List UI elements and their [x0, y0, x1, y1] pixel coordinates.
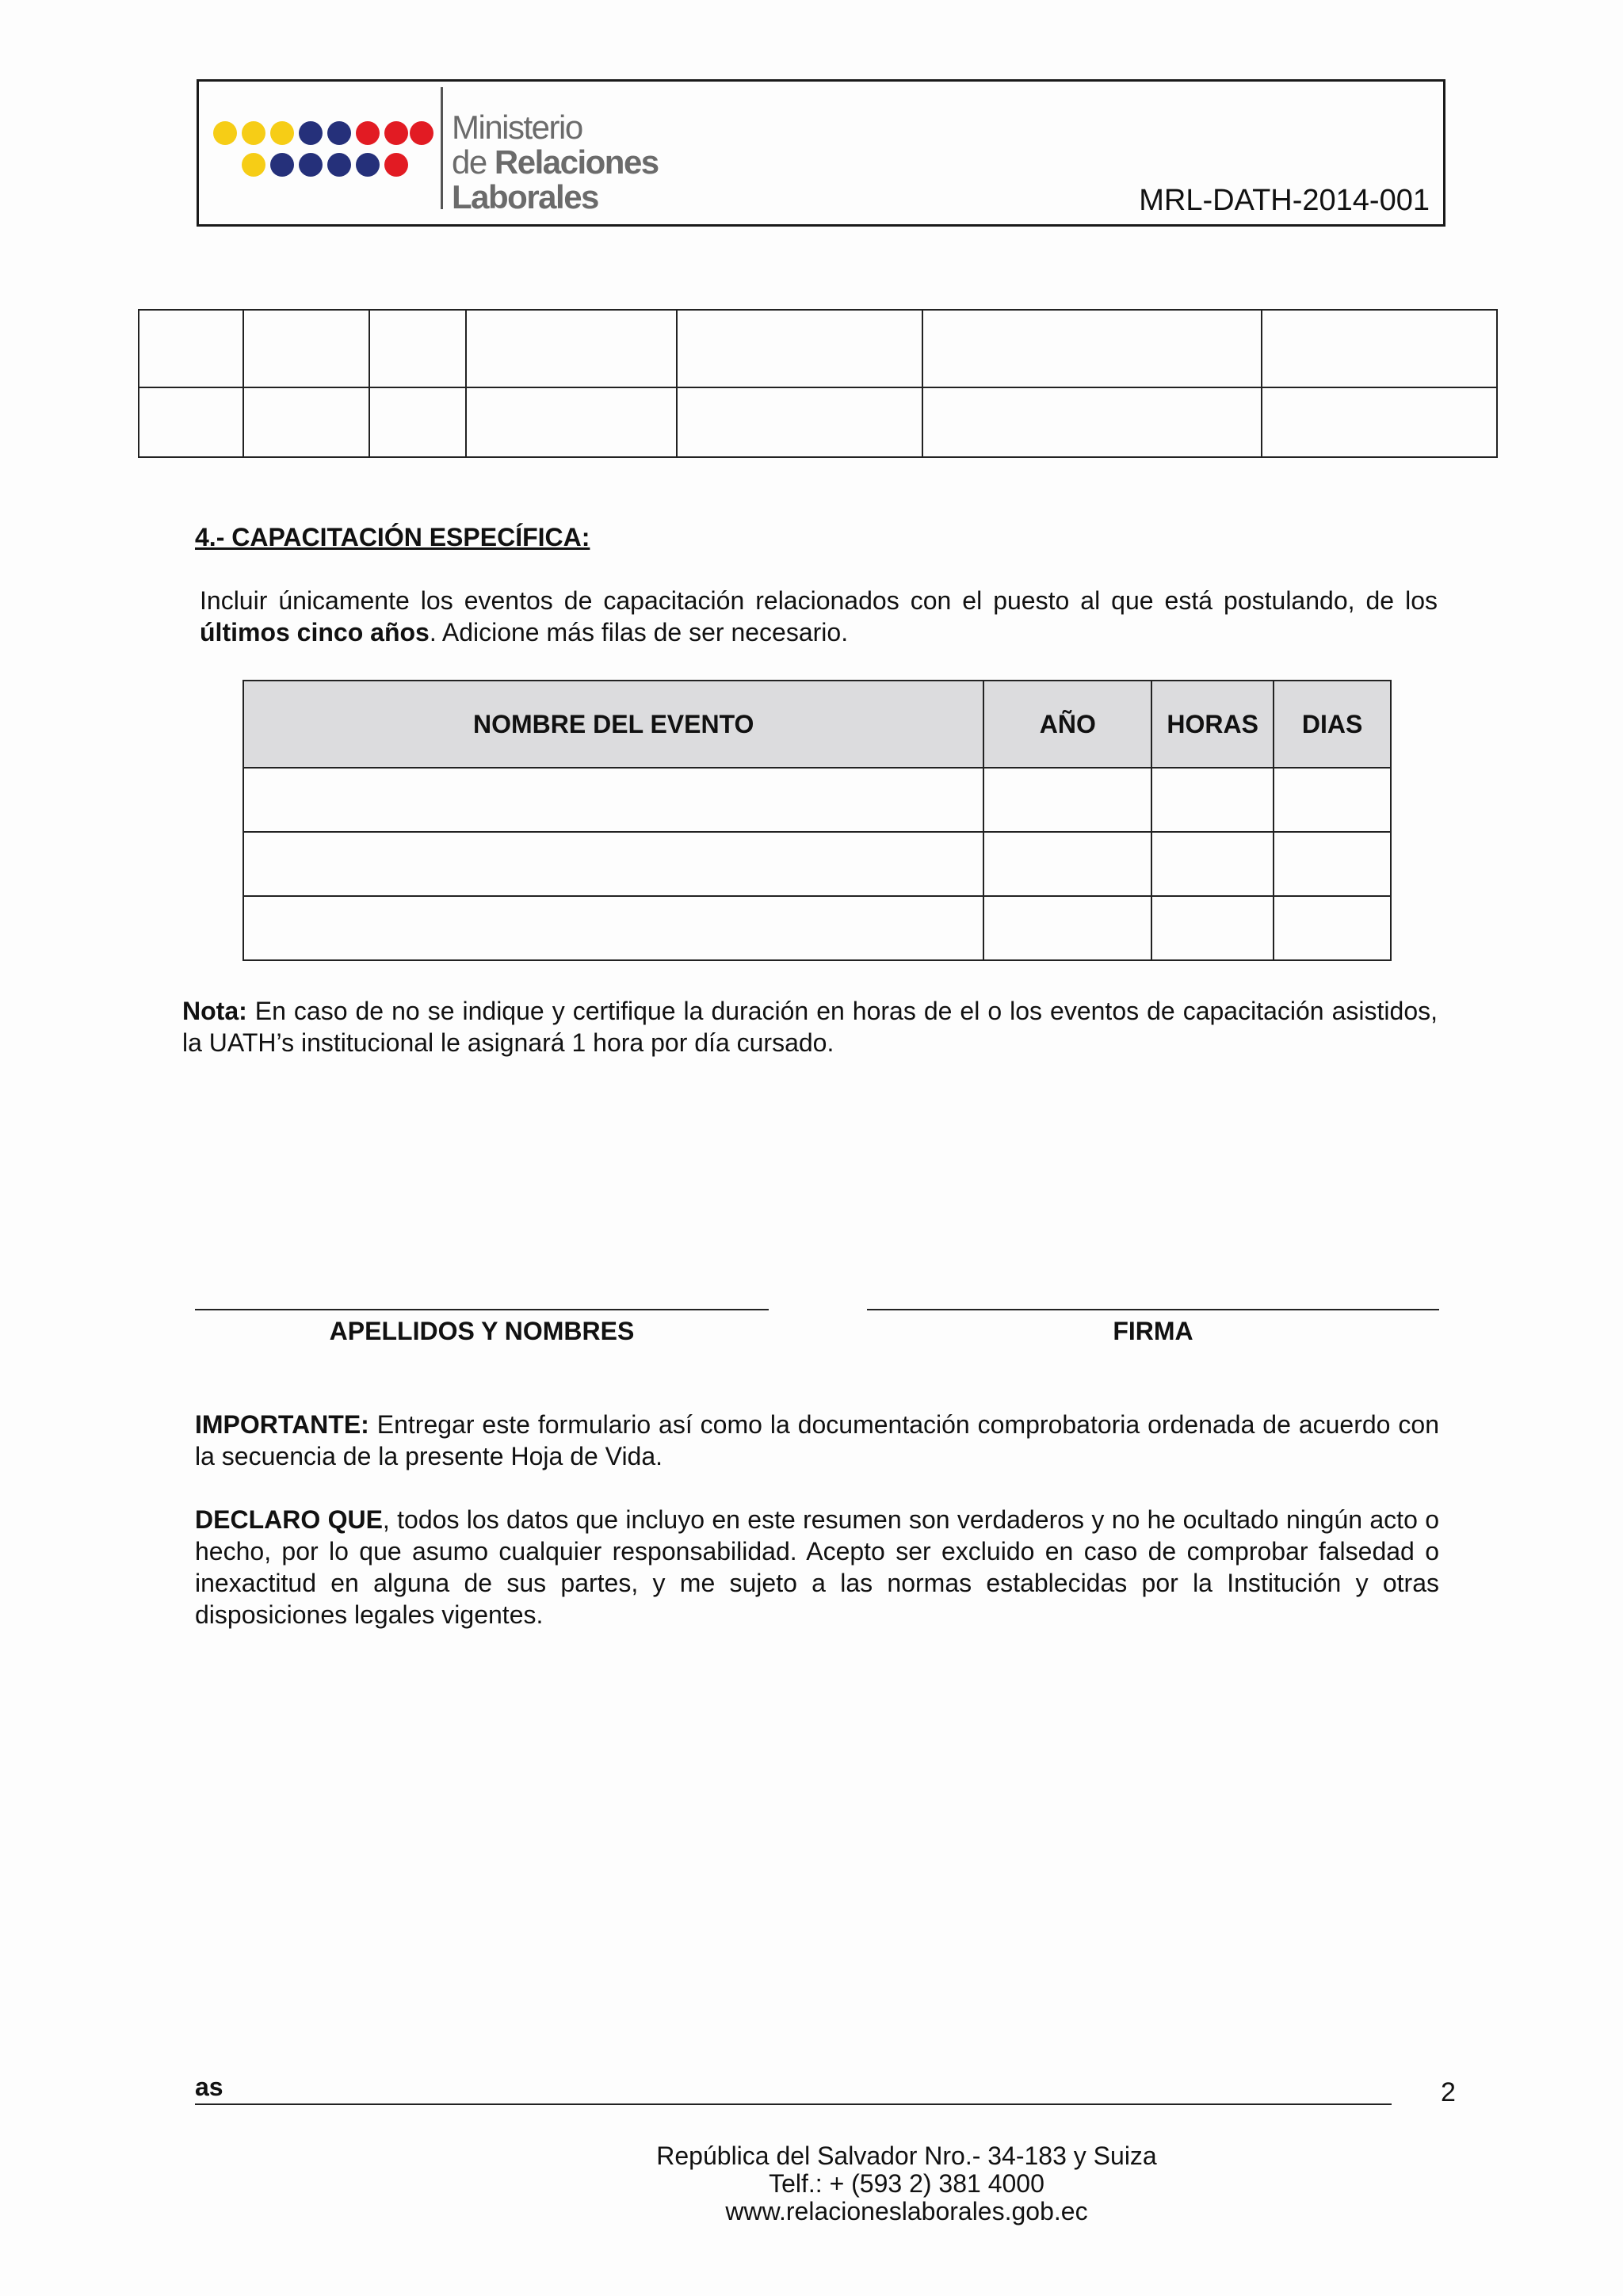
section-title: 4.- CAPACITACIÓN ESPECÍFICA:: [195, 523, 590, 551]
declaration-text: , todos los datos que incluyo en este resumen son verdaderos y no he ocultado ningún acto o hecho, por lo que asumo cualquier responsabilidad. Acepto ser excluido en caso de comprobar falsedad o inexactitud en alguna de sus partes, y me sujeto a las normas establecidas por la Institución y otras disposiciones legales vigentes.: [195, 1505, 1440, 1629]
header-hours: HORAS: [1151, 681, 1274, 768]
signature-label: FIRMA: [1113, 1317, 1193, 1345]
section-instructions: [200, 585, 1438, 648]
footer-phone: Telf.: + (593 2) 381 4000: [769, 2169, 1044, 2198]
table-cell[interactable]: [466, 387, 678, 457]
note-label: Nota:: [182, 997, 247, 1025]
table-cell[interactable]: [139, 310, 243, 387]
year-cell[interactable]: [983, 768, 1151, 832]
important-label: IMPORTANTE:: [195, 1410, 369, 1439]
logo-text-line3: Laborales: [452, 178, 598, 215]
header-year: AÑO: [983, 681, 1151, 768]
table-header-row: [243, 681, 1391, 768]
table-cell[interactable]: [369, 387, 466, 457]
table-cell[interactable]: [1262, 387, 1497, 457]
table-row: [243, 832, 1391, 896]
header-days: DIAS: [1274, 681, 1391, 768]
signature-line[interactable]: [867, 1309, 1439, 1310]
table-cell[interactable]: [922, 310, 1262, 387]
note-text: En caso de no se indique y certifique la duración en horas de el o los eventos de capacitación asistidos, la UATH’s institucional le asignará 1 hora por día cursado.: [182, 997, 1438, 1057]
footer-website: www.relacioneslaborales.gob.ec: [725, 2197, 1088, 2225]
event-name-cell[interactable]: [243, 896, 983, 960]
ministry-logo-icon: [212, 117, 434, 181]
hours-cell[interactable]: [1151, 832, 1274, 896]
important-paragraph: [195, 1409, 1439, 1472]
document-code: MRL-DATH-2014-001: [1139, 184, 1430, 217]
declaration-paragraph: [195, 1504, 1439, 1630]
important-text: Entregar este formulario así como la documentación comprobatoria ordenada de acuerdo con la secuencia de la presente Hoja de Vida.: [195, 1410, 1439, 1470]
event-name-cell[interactable]: [243, 768, 983, 832]
declaration-label: DECLARO QUE: [195, 1505, 383, 1534]
names-signature-line[interactable]: [195, 1309, 769, 1310]
table-row: [243, 896, 1391, 960]
footer-initials: as: [195, 2073, 223, 2101]
note-paragraph: [182, 995, 1438, 1058]
hours-cell[interactable]: [1151, 896, 1274, 960]
table-row: [139, 387, 1497, 457]
table-cell[interactable]: [369, 310, 466, 387]
table-cell[interactable]: [139, 387, 243, 457]
page-number: 2: [1441, 2077, 1456, 2107]
instructions-bold: últimos cinco años: [200, 618, 430, 646]
logo-text-bold: Relaciones: [494, 143, 659, 181]
names-label: APELLIDOS Y NOMBRES: [329, 1317, 635, 1345]
table-cell[interactable]: [922, 387, 1262, 457]
table-cell[interactable]: [677, 310, 922, 387]
events-table: [242, 680, 1392, 961]
logo-text-prefix: de: [452, 143, 487, 181]
year-cell[interactable]: [983, 832, 1151, 896]
footer-address: República del Salvador Nro.- 34-183 y Suiza: [656, 2142, 1157, 2170]
table-cell[interactable]: [243, 387, 369, 457]
table-row: [243, 768, 1391, 832]
blank-grid-table: [138, 309, 1498, 458]
table-cell[interactable]: [466, 310, 678, 387]
logo-text-line2: [452, 143, 659, 181]
year-cell[interactable]: [983, 896, 1151, 960]
table-row: [139, 310, 1497, 387]
logo-divider: [441, 87, 443, 209]
hours-cell[interactable]: [1151, 768, 1274, 832]
days-cell[interactable]: [1274, 768, 1391, 832]
days-cell[interactable]: [1274, 832, 1391, 896]
table-cell[interactable]: [243, 310, 369, 387]
logo-text-line1: Ministerio: [452, 109, 582, 146]
days-cell[interactable]: [1274, 896, 1391, 960]
table-cell[interactable]: [1262, 310, 1497, 387]
footer-divider: [195, 2103, 1392, 2105]
event-name-cell[interactable]: [243, 832, 983, 896]
table-cell[interactable]: [677, 387, 922, 457]
instructions-text-2: . Adicione más filas de ser necesario.: [429, 618, 849, 646]
header-event-name: NOMBRE DEL EVENTO: [243, 681, 983, 768]
instructions-text-1: Incluir únicamente los eventos de capacitación relacionados con el puesto al que está postulando, de los: [200, 586, 1438, 615]
